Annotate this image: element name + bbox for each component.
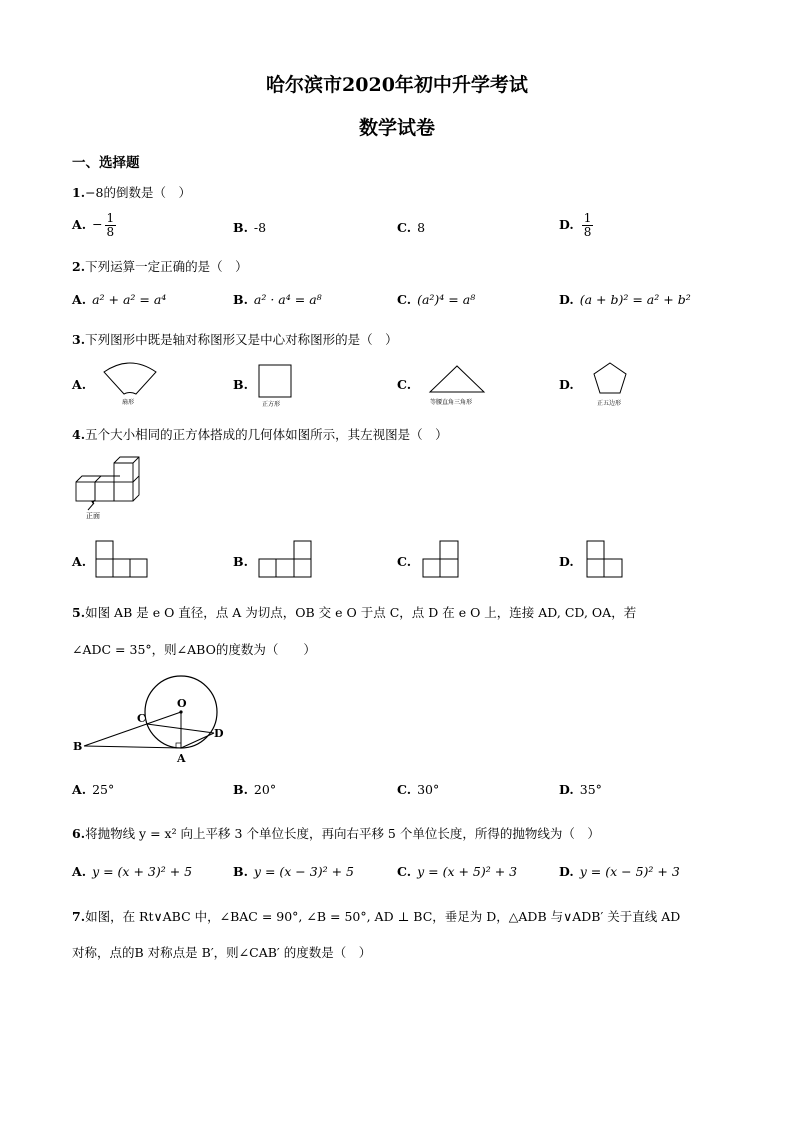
square-shape — [258, 364, 294, 400]
fraction: $\frac{1}{8}$ — [583, 211, 592, 239]
q4-view-d — [586, 540, 628, 580]
isosceles-right-triangle-shape — [426, 364, 490, 396]
question-number: 2. — [72, 259, 86, 274]
section-heading: 一、选择题 — [72, 155, 140, 171]
fraction: $\frac{1}{8}$ — [106, 211, 115, 239]
option-value: 25° — [92, 782, 115, 797]
q5-option-b[interactable]: B. 20° — [233, 782, 277, 797]
q2-option-c[interactable]: C. (a²)⁴ = a⁸ — [397, 292, 476, 307]
question-stem: 五个大小相同的正方体搭成的几何体如图所示，其左视图是（ ） — [85, 427, 448, 442]
math-expression: y = (x − 3)² + 5 — [253, 864, 354, 879]
label-A: A — [177, 752, 186, 765]
label-O: O — [177, 697, 187, 710]
question-2 — [72, 257, 248, 275]
question-stem: 下列运算一定正确的是（ ） — [85, 259, 248, 274]
option-value: -8 — [253, 220, 267, 235]
label-D: D — [214, 727, 224, 740]
q1-option-a[interactable] — [72, 212, 118, 238]
option-value: 8 — [417, 220, 426, 235]
question-5 — [72, 603, 636, 621]
question-stem: 将抛物线 y = x² 向上平移 3 个单位长度，再向右平移 5 个单位长度，所得的抛物线为（ ） — [85, 826, 600, 841]
question-number: 5. — [72, 605, 86, 620]
option-label: C. — [397, 220, 412, 235]
minus-sign: − — [92, 216, 103, 232]
option-value: 20° — [253, 782, 277, 797]
q2-option-a[interactable]: A. a² + a² = a⁴ — [72, 292, 167, 307]
option-label: B. — [233, 220, 248, 235]
math-expression: (a + b)² = a² + b² — [579, 292, 691, 307]
q5-option-c[interactable]: C. 30° — [397, 782, 440, 797]
question-number: 7. — [72, 909, 86, 924]
question-number: 4. — [72, 427, 86, 442]
q6-option-a[interactable]: A. y = (x + 3)² + 5 — [72, 864, 193, 879]
page-subtitle: 数学试卷 — [358, 117, 435, 139]
question-7 — [72, 907, 680, 925]
q3-caption-b: 正方形 — [262, 401, 281, 408]
option-value: 35° — [579, 782, 602, 797]
question-stem: 下列图形中既是轴对称图形又是中心对称图形的是（ ） — [85, 332, 398, 347]
question-5-line-2: ∠ADC = 35°，则∠ABO的度数为（ ） — [72, 642, 316, 657]
question-4 — [72, 425, 448, 443]
question-7-line-2: 对称，点的B 对称点是 B′，则∠CAB′ 的度数是（ ） — [72, 945, 372, 960]
question-3 — [72, 330, 398, 348]
q5-option-d[interactable]: D. 35° — [559, 782, 602, 797]
q4-option-b[interactable]: B. — [233, 554, 248, 569]
page-title: 哈尔滨市2020年初中升学考试 — [266, 74, 528, 96]
cube-solid-figure — [74, 454, 154, 514]
q6-option-d[interactable]: D. y = (x − 5)² + 3 — [559, 864, 680, 879]
q3-option-a[interactable]: A. — [72, 377, 87, 392]
question-stem: −8的倒数是（ ） — [85, 185, 191, 200]
q4-view-b — [258, 540, 316, 580]
q3-option-d[interactable]: D. — [559, 377, 574, 392]
q3-caption-c: 等腰直角三角形 — [430, 399, 473, 406]
q1-option-c[interactable] — [397, 220, 425, 235]
q4-option-c[interactable]: C. — [397, 554, 412, 569]
q5-option-a[interactable]: A. 25° — [72, 782, 115, 797]
math-expression: (a²)⁴ = a⁸ — [417, 292, 476, 307]
option-label: D. — [559, 216, 574, 232]
question-number: 3. — [72, 332, 86, 347]
math-expression: y = (x + 5)² + 3 — [417, 864, 518, 879]
math-expression: a² + a² = a⁴ — [92, 292, 167, 307]
circle-tangent-figure — [70, 672, 240, 772]
q4-option-a[interactable]: A. — [72, 554, 87, 569]
q3-option-b[interactable]: B. — [233, 377, 248, 392]
q4-option-d[interactable]: D. — [559, 554, 574, 569]
regular-pentagon-shape — [592, 361, 630, 397]
q3-caption-d: 正五边形 — [597, 400, 622, 407]
front-view-caption: 正面 — [86, 512, 100, 520]
question-number: 6. — [72, 826, 86, 841]
q4-view-a — [95, 540, 153, 580]
label-C: C — [137, 712, 146, 725]
q6-option-b[interactable]: B. y = (x − 3)² + 5 — [233, 864, 354, 879]
option-value: 30° — [417, 782, 440, 797]
question-1 — [72, 183, 191, 201]
q2-option-b[interactable]: B. a² · a⁴ = a⁸ — [233, 292, 322, 307]
q6-option-c[interactable]: C. y = (x + 5)² + 3 — [397, 864, 518, 879]
q1-option-d[interactable] — [559, 212, 595, 238]
math-expression: y = (x + 3)² + 5 — [92, 864, 193, 879]
q4-view-c — [422, 540, 464, 580]
math-expression: a² · a⁴ = a⁸ — [253, 292, 322, 307]
q3-option-c[interactable]: C. — [397, 377, 412, 392]
question-stem-line-1: 如图，在 Rt∨ABC 中，∠BAC = 90°, ∠B = 50°, AD ⊥ BC，垂足为 D，△ADB 与∨ADB′ 关于直线 AD — [85, 909, 681, 924]
q3-caption-a: 扇形 — [122, 399, 135, 406]
question-stem-line-1: 如图 AB 是 e O 直径，点 A 为切点，OB 交 e O 于点 C，点 D 在 e O 上，连接 AD, CD, OA，若 — [85, 605, 637, 620]
label-B: B — [73, 740, 83, 753]
question-6 — [72, 824, 600, 842]
q2-option-d[interactable]: D. (a + b)² = a² + b² — [559, 292, 691, 307]
q1-option-b[interactable] — [233, 220, 266, 235]
option-label: A. — [72, 216, 87, 232]
math-expression: y = (x − 5)² + 3 — [579, 864, 680, 879]
question-number: 1. — [72, 185, 86, 200]
